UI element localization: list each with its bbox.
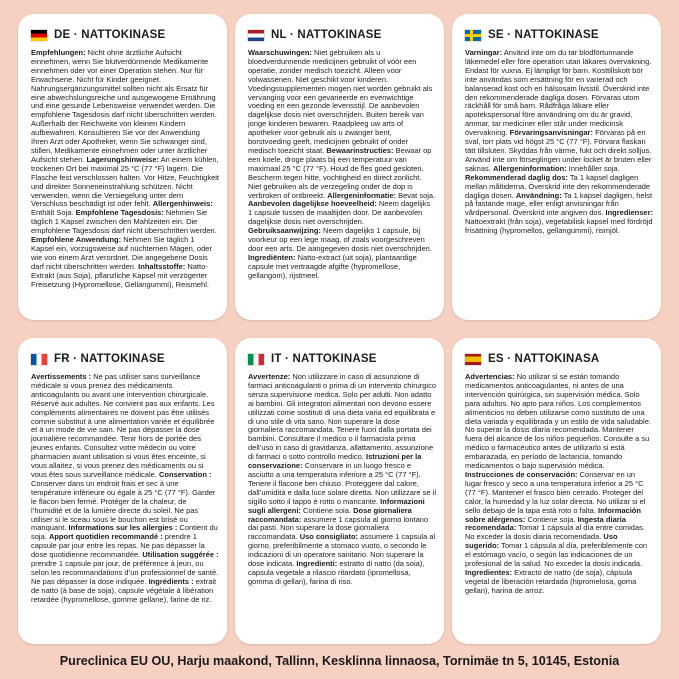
section-text: Ne pas utiliser sans surveillance médicale si vous prenez des médicaments anticoagulants ou avant une intervention chirurgicale. Réservé aux adultes. Ne convient pas aux enfants. Les compléments alimentaires ne doivent pas être utilisés comme substitut à une alimentation variée et équilibrée et à un mode de vie sain. Ne pas dépasser la dose journalière recommandée. Tenir hors de portée des jeunes enfants. Consultez votre médecin ou votre pharmacien avant utilisation si vous êtes enceinte, si vous allaitez, si vous prenez des médicaments ou si vous êtes sous surveillance médicale. (31, 372, 215, 479)
section-text: Conservare in un luogo fresco e asciutto a una temperatura inferiore a 25 °C (77 °F). Tenere il flacone ben chiuso. Proteggere dal calore, dall’umidità e dalla luce solare diretta. Non utilizzare se il sigillo sotto il tappo è rotto o mancante. (248, 461, 437, 506)
section-label: Ingredienser: (605, 208, 654, 218)
section-text: prendre 1 capsule par jour, de préférence à jeun, ou selon les recommandations d’un professionnel de santé. Ne pas dépasser la dose indiquée. (31, 559, 219, 586)
section-label: Información sobre alérgenos: (465, 505, 641, 524)
section-label: Ingrédients : (148, 576, 194, 586)
section-text: Innehåller soja. (566, 163, 620, 173)
section-label: Förvaringsanvisningar: (509, 128, 593, 138)
card-header (465, 352, 653, 366)
section-text: estratto di natto (da soia), capsula vegetale a rilascio ritardato (ipromellosa, gomma di gellan), farina di riso. (248, 559, 425, 586)
section-text: Nehmen Sie täglich 1 Kapsel zwischen den Mahlzeiten ein. Die empfohlene Tagesdosis darf nicht überschritten werden. (31, 208, 217, 236)
section-text: Niet gebruiken als u bloedverdunnende medicijnen gebruikt of vóór een operatie, zonder medisch toezicht. Alleen voor volwassenen. Niet geschikt voor kinderen. Voedingssupplementen mogen niet worden gebruikt als vervanging voor een gevarieerde en evenwichtige voeding en een gezonde levensstijl. De aanbevolen dagelijkse dosis niet overschrijden. Buiten bereik van jonge kinderen bewaren. Raadpleeg uw arts of apotheker voor gebruik als u zwanger bent, borstvoeding geeft, medicijnen gebruikt of onder medisch toezicht staat. (248, 48, 433, 155)
label-grid (18, 14, 661, 644)
section-text: Conservar en un lugar fresco y seco a una temperatura inferior a 25 °C (77 °F). Mantener el frasco bien cerrado. Proteger del calor, la humedad y la luz solar directa. No utilizar si el sello debajo de la tapa está roto o falta. (465, 469, 646, 515)
section-label: Conservation : (159, 469, 212, 479)
section-text: Ta 1 kapsel dagligen, helst på fastande mage, eller enligt anvisningar från vårdpersonal. Överskrid inte angiven dos. (465, 190, 653, 218)
section-label: Uso consigliato: (299, 532, 359, 542)
section-text: Contient du soja. (31, 523, 218, 542)
section-text: extrait de natto (à base de soja), capsule végétale à libération retardée (hypromellose, gomme gellane), farine de riz. (31, 576, 217, 604)
section-label: Bewaarinstructies: (326, 145, 394, 155)
section-text: Nicht ohne ärztliche Aufsicht einnehmen, wenn Sie blutverdünnende Medikamente einnehmen oder vor einer Operation stehen. Nur für Erwachsene. Nicht für Kinder geeignet. Nahrungsergänzungsmittel sollten nicht als Ersatz für eine abwechslungsreiche und ausgewogene Ernährung und eine gesunde Lebensweise verwendet werden. Die empfohlene Tagesdosis darf nicht überschritten werden. Außerhalb der Reichweite von kleinen Kindern aufbewahren. Konsultieren Sie vor der Anwendung Ihren Arzt oder Apotheker, wenn Sie schwanger sind, stillen, Medikamente einnehmen oder unter ärztlicher Aufsicht stehen. (31, 48, 217, 164)
italian-flag-icon (248, 354, 264, 365)
section-label: Uso sugerido: (465, 532, 618, 551)
section-label: Rekommenderad daglig dos: (465, 172, 568, 182)
section-label: Ingrediënten: (248, 252, 296, 262)
section-text: Conserver dans un endroit frais et sec à une température inférieure ou égale à 25 °C (77 °F). Garder le flacon bien fermé. Protéger de la chaleur, de l’humidité et de la lumière directe du soleil. Ne pas utiliser si le sceau sous le bouchon est brisé ou manquant. (31, 478, 216, 533)
section-label: Waarschuwingen: (248, 48, 312, 57)
section-text: Tomar 1 cápsula al día entre comidas. No exceder la dosis diaria recomendada. (465, 523, 645, 542)
card-title: NL · NATTOKINASE (271, 29, 382, 41)
card-body (248, 373, 436, 587)
section-text: Contiene soja. (525, 514, 576, 524)
section-label: Gebruiksaanwijzing: (248, 226, 321, 236)
section-text: Natto-extract (uit soja), plantaardige capsule met vertraagde afgifte (hypromellose, gellangom), rijstmeel. (248, 252, 417, 280)
section-label: Allergeninformatie: (327, 190, 396, 200)
card-header (31, 352, 219, 366)
section-label: Istruzioni per la conservazione: (248, 452, 422, 471)
section-text: Tomar 1 cápsula al día, preferiblemente con el estómago vacío, o según las indicaciones de un profesional de la salud. No exceder la dosis indicada. (465, 541, 648, 569)
card-body (31, 373, 219, 605)
section-text: Non utilizzare in caso di assunzione di farmaci anticoagulanti o prima di un intervento chirurgico senza supervisione medica. Solo per adulti. Non adatto ai bambini. Gli integratori alimentari non devono essere utilizzati come sostituti di una dieta varia ed equilibrata e di uno stile di vita sano. Non superare la dose giornaliera raccomandata. Tenere fuori dalla portata dei bambini. Consultare il medico o il farmacista prima dell’uso in caso di gravidanza, allattamento, assunzione di farmaci o sotto controllo medico. (248, 372, 437, 462)
manufacturer-address: Pureclinica EU OU, Harju maakond, Tallinn, Kesklinna linnaosa, Tornimäe tn 5, 10145, Estonia (59, 654, 620, 668)
card-body (31, 49, 219, 289)
section-text: Neem dagelijks 1 capsule tussen de maaltijden door. De aanbevolen dagelijkse dosis niet overschrijden. (248, 199, 431, 227)
card-it (235, 338, 444, 644)
card-title: SE · NATTOKINASE (488, 29, 599, 41)
french-flag-icon (31, 354, 47, 365)
section-text: No utilizar si se están tomando medicamentos anticoagulantes, ni antes de una intervención quirúrgica, sin supervisión médica. Solo para adultos. No apto para niños. Los complementos alimenticios no deben utilizarse como sustituto de una dieta variada y equilibrada y un estilo de vida saludable. No superar la dosis diaria recomendada. Mantener fuera del alcance de los niños pequeños. Consulte a su médico o farmacéutico antes de utilizarlo si está embarazada, en período de lactancia, tomando medicamentos o bajo supervisión médica. (465, 372, 651, 471)
card-nl (235, 14, 444, 320)
card-header (31, 28, 219, 42)
section-label: Allergeninformation: (492, 163, 567, 173)
section-label: Avvertenze: (248, 372, 291, 381)
card-header (248, 352, 436, 366)
section-label: Inhaltsstoffe: (138, 261, 186, 271)
section-label: Ingredientes: (465, 567, 513, 577)
section-label: Lagerungshinweise: (86, 154, 159, 164)
section-label: Empfehlungen: (31, 48, 86, 57)
section-label: Empfohlene Anwendung: (31, 235, 122, 245)
dutch-flag-icon (248, 30, 264, 41)
card-title: DE · NATTOKINASE (54, 29, 166, 41)
section-label: Dose giornaliera raccomandata: (248, 505, 412, 524)
section-text: Förvaras på en sval, torr plats vid högst 25 °C (77 °F). Förvara flaskan tätt tillsluten. Skyddas från värme, fukt och direkt solljus. Använd inte om förseglingen under locket är bruten eller saknas. (465, 128, 652, 173)
section-text: Bevat soja. (396, 190, 436, 200)
section-text: Extracto de natto (de soja), cápsula vegetal de liberación retardada (hipromelosa, goma gellan), harina de arroz. (465, 567, 637, 595)
german-flag-icon (31, 30, 47, 41)
section-text: Bewaar op een koele, droge plaats bij een temperatuur van maximaal 25 °C (77 °F). Houd de fles goed gesloten. Bescherm tegen hitte, vochtigheid en direct zonlicht. Niet gebruiken als de verzegeling onder de dop is verbroken of ontbreekt. (248, 145, 432, 200)
section-label: Ingredienti: (296, 559, 338, 569)
section-text: Enthält Soja. (31, 208, 74, 218)
card-header (465, 28, 653, 42)
card-title: ES · NATTOKINASA (488, 353, 600, 365)
section-text: Använd inte om du tar blodförtunnande läkemedel eller före operation utan läkares övervakning. Endast för vuxna. Ej lämpligt för barn. Kosttillskott bör inte användas som ersättning för en varierad och balanserad kost och en hälsosam livsstil. Överskrid inte den rekommenderade dagliga dosen. Förvaras utom räckhåll för små barn. Rådfråga läkare eller apotekspersonal före användning om du är gravid, ammar, tar mediciner eller står under medicinsk övervakning. (465, 48, 652, 138)
section-label: Varningar: (465, 48, 503, 57)
card-body (248, 49, 436, 281)
section-label: Avertissements : (31, 372, 92, 381)
section-label: Aanbevolen dagelijkse hoeveelheid: (248, 199, 377, 209)
section-text: Neem dagelijks 1 capsule, bij voorkeur op een lege maag, of zoals voorgeschreven door een arts. De aangegeven dosis niet overschrijden. (248, 226, 432, 253)
section-label: Advertencias: (465, 372, 515, 381)
section-label: Allergenhinweis: (152, 199, 213, 209)
card-es (452, 338, 661, 644)
section-text: assumere 1 capsula al giorno lontano dai pasti. Non superare la dose giornaliera raccomandata. (248, 514, 429, 542)
section-text: Nattoextrakt (från soja), vegetabilisk kapsel med fördröjd frisättning (hypromellos, gellangummi), rismjöl. (465, 217, 653, 236)
section-label: Utilisation suggérée : (142, 550, 219, 560)
section-text: An einem kühlen, trockenen Ort bei maximal 25 °C (77 °F) lagern. Die Flasche fest verschlossen halten. Vor Hitze, Feuchtigkeit und direkter Sonneneinstrahlung schützen. Nicht verwenden, wenn die Versiegelung unter dem Verschluss beschädigt ist oder fehlt. (31, 154, 220, 209)
card-fr (18, 338, 227, 644)
section-text: Natto-Extrakt (aus Soja), pflanzliche Kapsel mit verzögerter Freisetzung (Hypromellose, Gellangummi), Reismehl. (31, 261, 209, 289)
section-text: Ta 1 kapsel dagligen mellan måltiderna. Överskrid inte den rekommenderade dagliga dosen. (465, 172, 651, 200)
card-se (452, 14, 661, 320)
section-label: Informazioni sugli allergeni: (248, 496, 425, 515)
section-text: assumere 1 capsula al giorno, preferibilmente a stomaco vuoto, o secondo le indicazioni di un operatore sanitario. Non superare la dose indicata. (248, 532, 436, 569)
section-label: Ingesta diaria recomendada: (465, 514, 626, 533)
card-body (465, 49, 653, 236)
section-text: Nehmen Sie täglich 1 Kapsel ein, vorzugsweise auf nüchternen Magen, oder wie von einem Arzt verordnet. Die angegebene Dosis darf nicht überschritten werden. (31, 235, 212, 271)
card-body (465, 373, 653, 596)
section-label: Informations sur les allergies : (68, 523, 178, 533)
section-label: Apport quotidien recommandé : (48, 532, 163, 542)
section-label: Empfohlene Tagesdosis: (75, 208, 164, 218)
card-title: IT · NATTOKINASE (271, 353, 377, 365)
card-de (18, 14, 227, 320)
swedish-flag-icon (465, 30, 481, 41)
card-title: FR · NATTOKINASE (54, 353, 165, 365)
section-label: Användning: (515, 190, 562, 200)
spanish-flag-icon (465, 354, 481, 365)
section-text: Contiene soia. (300, 505, 351, 515)
card-header (248, 28, 436, 42)
section-text: prendre 1 capsule par jour entre les repas. Ne pas dépasser la dose quotidienne recommandée. (31, 532, 205, 560)
section-label: Instrucciones de conservación: (465, 469, 578, 479)
